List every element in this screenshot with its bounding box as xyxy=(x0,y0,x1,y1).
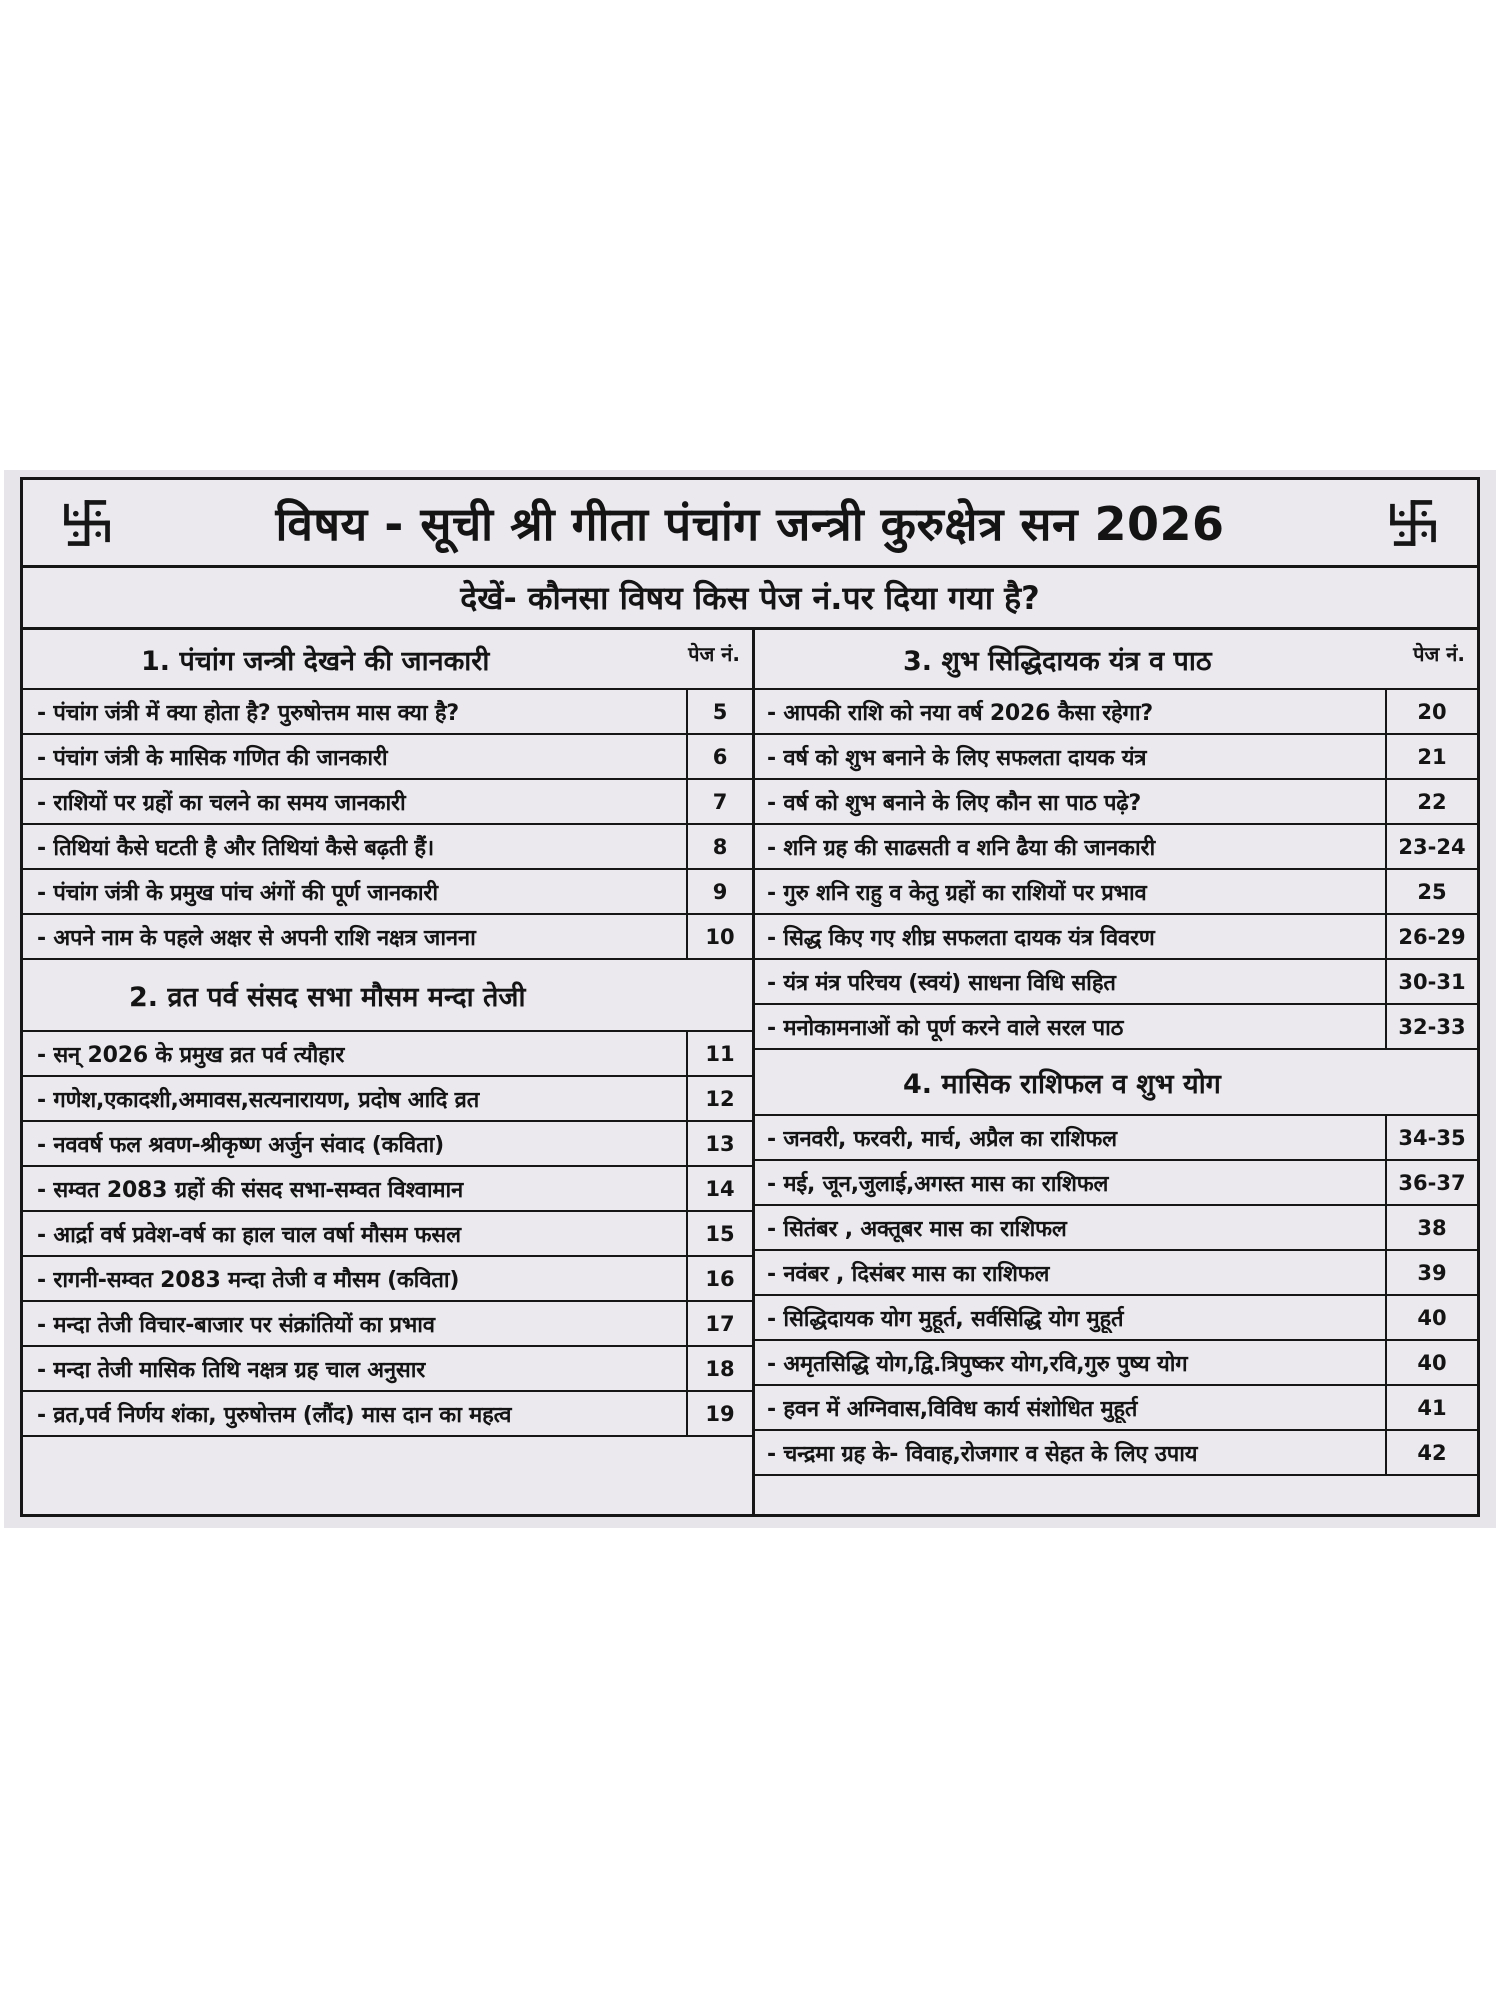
topic-text: - गणेश,एकादशी,अमावस,सत्यनारायण, प्रदोष आदि व्रत xyxy=(37,1087,480,1113)
topic-text: - मन्दा तेजी विचार-बाजार पर संक्रांतियों का प्रभाव xyxy=(37,1312,435,1338)
page-number: 18 xyxy=(686,1347,752,1390)
list-item xyxy=(23,1167,752,1212)
list-item xyxy=(755,1116,1477,1161)
page-number: 5 xyxy=(686,690,752,733)
topic-text: - अमृतसिद्धि योग,द्वि.त्रिपुष्कर योग,रवि,गुरु पुष्य योग xyxy=(767,1351,1188,1377)
topic-text: - अपने नाम के पहले अक्षर से अपनी राशि नक्षत्र जानना xyxy=(37,925,476,951)
topic-text: - मन्दा तेजी मासिक तिथि नक्षत्र ग्रह चाल अनुसार xyxy=(37,1357,426,1383)
list-item xyxy=(23,1122,752,1167)
topic-text: - सिद्धिदायक योग मुहूर्त, सर्वसिद्धि योग मुहूर्त xyxy=(767,1306,1124,1332)
topic-text: - हवन में अग्निवास,विविध कार्य संशोधित मुहूर्त xyxy=(767,1396,1138,1422)
section-1-title: 1. पंचांग जन्त्री देखने की जानकारी xyxy=(141,645,490,677)
topic-text: - वर्ष को शुभ बनाने के लिए सफलता दायक यंत्र xyxy=(767,745,1147,771)
section-2-title: 2. व्रत पर्व संसद सभा मौसम मन्दा तेजी xyxy=(129,981,526,1013)
section-3-header xyxy=(755,630,1477,690)
swastika-icon xyxy=(1385,495,1441,551)
page-number: 7 xyxy=(686,780,752,823)
section-4-list xyxy=(755,1116,1477,1476)
topic-text: - तिथियां कैसे घटती है और तिथियां कैसे बढ़ती हैं। xyxy=(37,835,435,861)
page-number: 32-33 xyxy=(1385,1005,1477,1048)
list-item xyxy=(23,1212,752,1257)
page-number: 40 xyxy=(1385,1296,1477,1339)
topic-text: - व्रत,पर्व निर्णय शंका, पुरुषोत्तम (लौंद) मास दान का महत्व xyxy=(37,1402,512,1428)
page-number: 6 xyxy=(686,735,752,778)
subtitle-row xyxy=(23,568,1477,630)
page-number-heading: पेज नं. xyxy=(1413,642,1465,666)
topic-text: - शनि ग्रह की साढसती व शनि ढैया की जानकारी xyxy=(767,835,1155,861)
swastika-icon xyxy=(59,495,115,551)
topic-text: - सिद्ध किए गए शीघ्र सफलता दायक यंत्र विवरण xyxy=(767,925,1155,951)
topic-text: - सन् 2026 के प्रमुख व्रत पर्व त्यौहार xyxy=(37,1042,345,1068)
topic-text: - गुरु शनि राहु व केतु ग्रहों का राशियों पर प्रभाव xyxy=(767,880,1147,906)
topic-text: - पंचांग जंत्री के मासिक गणित की जानकारी xyxy=(37,745,388,771)
topic-text: - मई, जून,जुलाई,अगस्त मास का राशिफल xyxy=(767,1171,1109,1197)
page-title: विषय - सूची श्री गीता पंचांग जन्त्री कुरुक्षेत्र सन 2026 xyxy=(275,496,1225,551)
topic-text: - चन्द्रमा ग्रह के- विवाह,रोजगार व सेहत के लिए उपाय xyxy=(767,1441,1198,1467)
list-item xyxy=(755,1296,1477,1341)
section-3-title: 3. शुभ सिद्धिदायक यंत्र व पाठ xyxy=(903,645,1212,677)
topic-text: - सम्वत 2083 ग्रहों की संसद सभा-सम्वत विश्वामान xyxy=(37,1177,464,1203)
page-number: 34-35 xyxy=(1385,1116,1477,1159)
section-4-header xyxy=(755,1050,1477,1116)
page-number: 10 xyxy=(686,915,752,958)
page-number: 40 xyxy=(1385,1341,1477,1384)
page-number: 12 xyxy=(686,1077,752,1120)
page-number: 15 xyxy=(686,1212,752,1255)
topic-text: - यंत्र मंत्र परिचय (स्वयं) साधना विधि सहित xyxy=(767,970,1116,996)
page-number: 23-24 xyxy=(1385,825,1477,868)
list-item xyxy=(23,825,752,870)
page-number: 9 xyxy=(686,870,752,913)
contents-frame xyxy=(20,477,1480,1517)
page-number: 36-37 xyxy=(1385,1161,1477,1204)
right-column xyxy=(755,630,1477,1514)
title-row xyxy=(23,480,1477,568)
list-item xyxy=(23,870,752,915)
page-number: 21 xyxy=(1385,735,1477,778)
list-item xyxy=(755,825,1477,870)
left-column xyxy=(23,630,755,1514)
section-2-header xyxy=(23,960,752,1032)
list-item xyxy=(755,1386,1477,1431)
list-item xyxy=(755,915,1477,960)
section-4-title: 4. मासिक राशिफल व शुभ योग xyxy=(903,1068,1221,1100)
page-number: 26-29 xyxy=(1385,915,1477,958)
list-item xyxy=(755,1251,1477,1296)
list-item xyxy=(755,780,1477,825)
list-item xyxy=(23,735,752,780)
page-number: 11 xyxy=(686,1032,752,1075)
list-item xyxy=(23,915,752,960)
list-item xyxy=(755,690,1477,735)
page-number: 8 xyxy=(686,825,752,868)
topic-text: - नवंबर , दिसंबर मास का राशिफल xyxy=(767,1261,1050,1287)
page-number: 13 xyxy=(686,1122,752,1165)
list-item xyxy=(23,1077,752,1122)
page-number: 25 xyxy=(1385,870,1477,913)
topic-text: - जनवरी, फरवरी, मार्च, अप्रैल का राशिफल xyxy=(767,1126,1117,1152)
list-item xyxy=(755,1161,1477,1206)
list-item xyxy=(23,1032,752,1077)
section-3-list xyxy=(755,690,1477,1050)
page-number: 22 xyxy=(1385,780,1477,823)
section-1-list xyxy=(23,690,752,960)
topic-text: - मनोकामनाओं को पूर्ण करने वाले सरल पाठ xyxy=(767,1015,1124,1041)
topic-text: - पंचांग जंत्री में क्या होता है? पुरुषोत्तम मास क्या है? xyxy=(37,700,459,726)
page-number: 14 xyxy=(686,1167,752,1210)
page-number: 16 xyxy=(686,1257,752,1300)
page-number: 38 xyxy=(1385,1206,1477,1249)
list-item xyxy=(23,1302,752,1347)
list-item xyxy=(755,1341,1477,1386)
list-item xyxy=(755,960,1477,1005)
topic-text: - सितंबर , अक्तूबर मास का राशिफल xyxy=(767,1216,1067,1242)
page-number: 30-31 xyxy=(1385,960,1477,1003)
page-number: 20 xyxy=(1385,690,1477,733)
list-item xyxy=(755,735,1477,780)
list-item xyxy=(755,1206,1477,1251)
list-item xyxy=(755,1431,1477,1476)
page-number-heading: पेज नं. xyxy=(688,642,740,666)
section-2-list xyxy=(23,1032,752,1437)
page-number: 42 xyxy=(1385,1431,1477,1474)
list-item xyxy=(755,870,1477,915)
list-item xyxy=(23,780,752,825)
page-subtitle: देखें- कौनसा विषय किस पेज नं.पर दिया गया है? xyxy=(460,579,1040,617)
topic-text: - आपकी राशि को नया वर्ष 2026 कैसा रहेगा? xyxy=(767,700,1153,726)
list-item xyxy=(23,1392,752,1437)
topic-text: - नववर्ष फल श्रवण-श्रीकृष्ण अर्जुन संवाद (कविता) xyxy=(37,1132,444,1158)
topic-text: - राशियों पर ग्रहों का चलने का समय जानकारी xyxy=(37,790,406,816)
list-item xyxy=(23,690,752,735)
topic-text: - रागनी-सम्वत 2083 मन्दा तेजी व मौसम (कविता) xyxy=(37,1267,460,1293)
section-1-header xyxy=(23,630,752,690)
topic-text: - वर्ष को शुभ बनाने के लिए कौन सा पाठ पढ़े? xyxy=(767,790,1142,816)
list-item xyxy=(755,1005,1477,1050)
page-number: 19 xyxy=(686,1392,752,1435)
page-number: 41 xyxy=(1385,1386,1477,1429)
topic-text: - आर्द्रा वर्ष प्रवेश-वर्ष का हाल चाल वर्षा मौसम फसल xyxy=(37,1222,461,1248)
page-number: 39 xyxy=(1385,1251,1477,1294)
list-item xyxy=(23,1347,752,1392)
page-number: 17 xyxy=(686,1302,752,1345)
list-item xyxy=(23,1257,752,1302)
topic-text: - पंचांग जंत्री के प्रमुख पांच अंगों की पूर्ण जानकारी xyxy=(37,880,438,906)
